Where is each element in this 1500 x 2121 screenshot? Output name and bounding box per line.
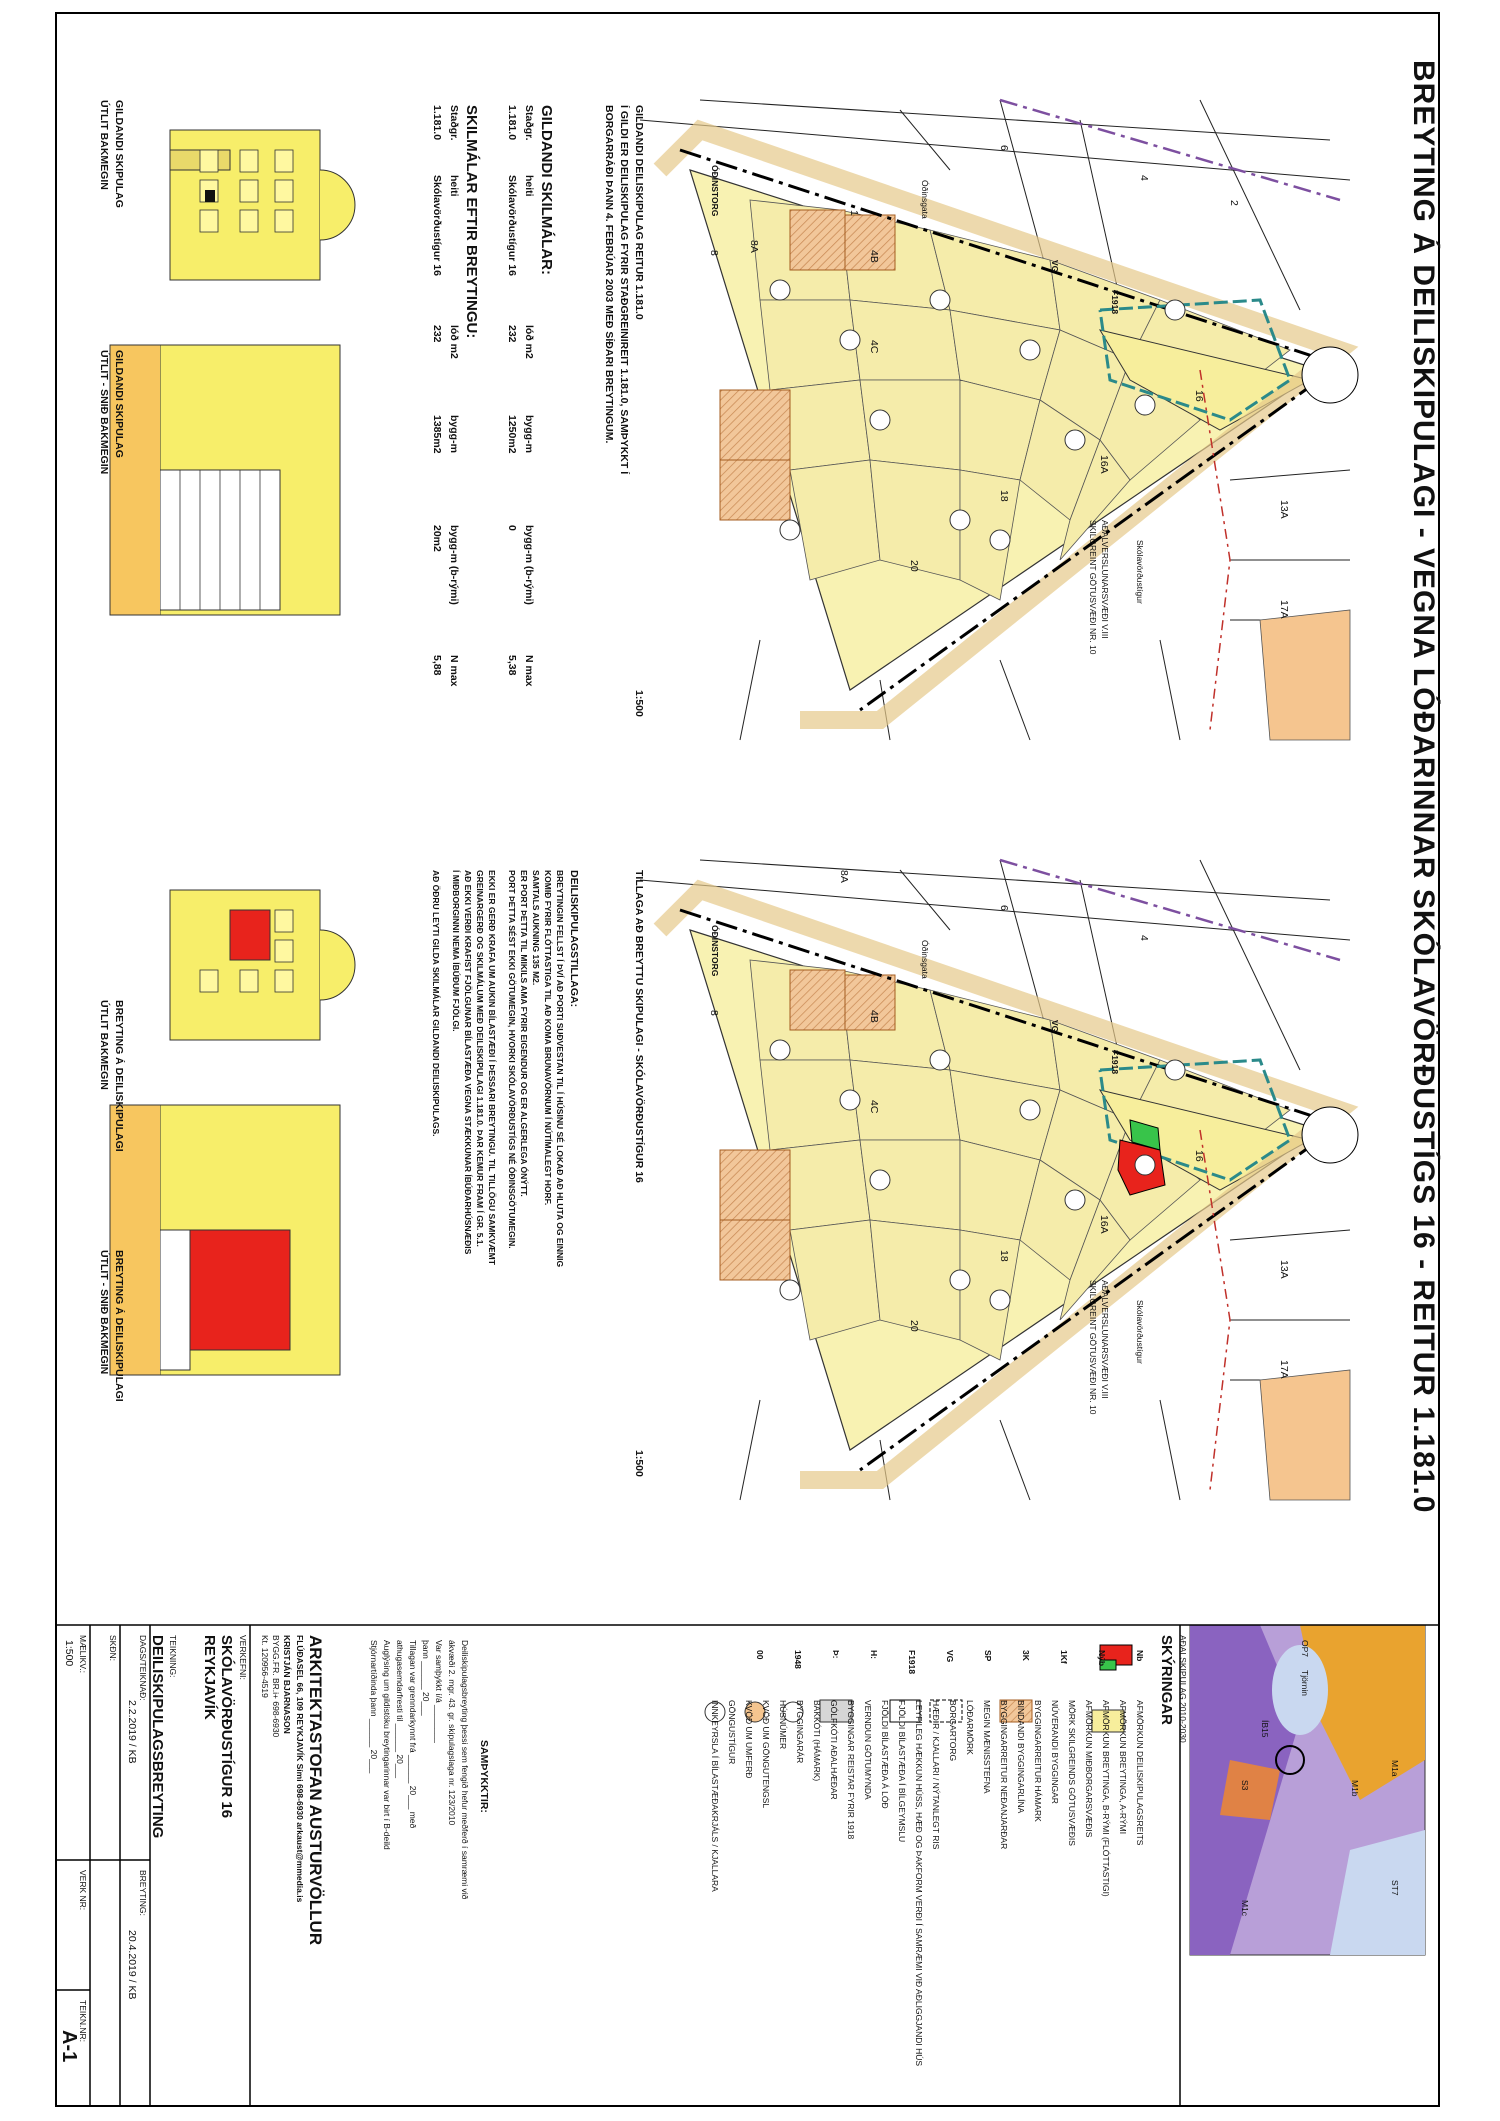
cell-byggm: 1385m2 (431, 415, 443, 454)
revision-label: BREYTING: (138, 1870, 148, 1916)
new-terms-header-row (448, 105, 460, 715)
elevation-current-back (170, 130, 355, 280)
legend-item: MEGIN MÆNISSTEFNA (982, 1700, 992, 1794)
page-title: BREYTING Á DEILISKIPULAGI - VEGNA LÓÐARINNAR SKÓLAVÖRÐUSTÍGS 16 - REITUR 1.181.0 (1407, 60, 1440, 1514)
project-name: SKÓLAVÖRÐUSTÍGUR 16 (218, 1635, 235, 1819)
inset-label: M1b (1350, 1780, 1360, 1797)
cell-stadgr: 1.181.0 (431, 105, 443, 141)
dated-value: 2.2.2019 / KB (126, 1700, 138, 1764)
approval-line: Stjórnartíðinda þann ______ 20___ (369, 1640, 379, 1774)
proposal-line: BREYTINGIN FELLST Í ÞVÍ AÐ PORTI SUÐVESTAN TIL Í HÚSINU SÉ LOKAÐ AÐ HLUTA OG EINNIG (555, 870, 565, 1268)
proposal-line: SAMTALS AUKNING 135 M2. (531, 870, 541, 986)
legend-symbol: VG (945, 1650, 955, 1663)
legend-symbol: 3K (1021, 1650, 1031, 1661)
label-gotusvaedi-proposed: SKILGREINT GÖTUSVÆÐI NR. 10 (1088, 1280, 1098, 1415)
current-terms-heading: GILDANDI SKILMÁLAR: (538, 105, 555, 275)
label-lot-6: 6 (998, 145, 1010, 151)
approval-line: Tillagan var grenndarkynnt frá ______ 20___ með (408, 1640, 418, 1829)
label-lot-4: 4 (1138, 175, 1150, 181)
elevation-caption: ÚTLIT BAKMEGIN (98, 1000, 110, 1090)
firm-name: ARKITEKTASTOFAN AUSTURVÖLLUR (306, 1635, 325, 1946)
label-lot-17a: 17A (1278, 600, 1290, 619)
legend-item: BORGARTORG (948, 1700, 958, 1762)
label-odinsgata: Óðinsgata (920, 180, 930, 219)
label-lot-1: 1 (848, 210, 860, 216)
label-lot-17a-proposed: 17A (1278, 1360, 1290, 1379)
elevation-caption: BREYTING Á DEILISKIPULAGI (113, 1000, 125, 1152)
label-odinsgata-proposed: Óðinsgata (920, 940, 930, 979)
legend-symbol: 1948 (793, 1650, 803, 1669)
current-plan-map (640, 100, 1360, 740)
elevation-caption: ÚTLIT - SNIÐ BAKMEGIN (98, 350, 110, 475)
sign-label: SKÐN: (108, 1635, 118, 1661)
proposal-line: Í MIÐBORGINNI NEMA ÍBÚÐUM FJÖLGI. (451, 870, 461, 1032)
inset-lake: Tjörnin (1300, 1670, 1310, 1696)
legend-item: AFMÖRKUN BREYTINGA, A-RÝMI (1118, 1700, 1128, 1835)
col-lod: lóð m2 (448, 325, 460, 359)
label-lot-13a: 13A (1278, 500, 1290, 519)
legend-symbol: 1Kf (1059, 1650, 1069, 1664)
legend-item: NÚVERANDI BYGGINGAR (1050, 1700, 1060, 1804)
drawing-label: TEIKNING: (168, 1635, 178, 1678)
legend-item: BYGGINGAR REISTAR FYRIR 1918 (846, 1700, 856, 1840)
elevation-caption: BREYTING Á DEILISKIPULAGI (113, 1250, 125, 1402)
label-gotusvaedi: SKILGREINT GÖTUSVÆÐI NR. 10 (1088, 520, 1098, 655)
sheet-number: A-1 (58, 2030, 80, 2063)
col-brymi: bygg-m (b-rými) (448, 525, 460, 605)
inset-label: ST7 (1390, 1880, 1400, 1896)
legend-item: BINDANDI BYGGINGARLÍNA (1016, 1700, 1026, 1814)
label-lot-16a: 16A (1098, 455, 1110, 474)
new-terms-row (431, 105, 443, 715)
proposal-line: GREINARGERÐ OG SKILMÁLUM MEÐ DEILISKIPULAGI 1.181.0. ÞAR KEMUR FRAM Í GR. 5.1. (475, 870, 485, 1247)
inset-label: S3 (1240, 1780, 1250, 1791)
col-nmax: N max (448, 655, 460, 687)
cell-lod: 232 (431, 325, 443, 343)
cell-brymi: 20m2 (431, 525, 443, 552)
legend-item: FJÖLDI BÍLASTÆÐA Á LÓÐ (880, 1700, 890, 1809)
legend-item: LÓÐARMÖRK (965, 1700, 975, 1755)
col-stadgr: Staðgr. (448, 105, 460, 141)
sheet-no-label: TEIKN.NR: (78, 2000, 88, 2043)
architect-line2: BYGG.FR. BR.i+ 698-6930 (271, 1635, 281, 1738)
label-lot-4b-proposed: 4B (868, 1010, 880, 1023)
label-odinstorg: ÓÐINSTORG (710, 165, 720, 217)
proposed-plan-map (640, 860, 1360, 1500)
revision-value: 20.4.2019 / KB (126, 1930, 138, 2000)
label-adalverslun: AÐALVERSLUNARSVÆÐI V.III (1100, 520, 1110, 639)
inset-label: ÍB15 (1260, 1720, 1270, 1738)
col-brymi: bygg-m (b-rými) (523, 525, 535, 605)
drawing-name: DEILISKIPULAGSBREYTING (149, 1635, 166, 1839)
legend-item: AFMÖRKUN MIÐBORGARSVÆÐIS (1084, 1700, 1094, 1838)
legend-item: GÓLFKÓTI AÐALHÆÐAR (829, 1700, 839, 1800)
proposed-plan-scale: 1:500 (633, 1450, 645, 1477)
current-terms-header-row (523, 105, 535, 715)
legend-item: MÖRK SKILGREINDS GÖTUSVÆÐIS (1067, 1700, 1077, 1846)
approval-line: ákvæði 2. mgr. 43. gr. skipulagslaga nr. 123/2010 (447, 1640, 457, 1826)
proposal-line: KOMIÐ FYRIR FLÓTTASTIGA TIL AÐ KOMA BRUNAVÖRNUM Í NÚTÍMALEGT HORF. (543, 870, 553, 1206)
label-lot-2: 2 (1228, 200, 1240, 206)
cell-nmax: 5,38 (506, 655, 518, 676)
current-plan-heading: GILDANDI DEILISKIPULAG REITUR 1.181.0 (633, 105, 645, 320)
legend-symbol: 00 (755, 1650, 765, 1660)
inset-label: M1c (1240, 1900, 1250, 1917)
col-stadgr: Staðgr. (523, 105, 535, 141)
approval-line: Var samþykkt í/á ________ (434, 1640, 444, 1743)
col-lod: lóð m2 (523, 325, 535, 359)
label-vg-proposed: VG (1050, 1020, 1060, 1033)
approval-line: Deiliskipulagsbreyting þessi sem fengið hefur meðferð í samræmi við (460, 1640, 470, 1900)
label-lot-4b: 4B (868, 250, 880, 263)
architect-line3: Kt. 120956-4519 (260, 1635, 270, 1698)
label-vg: VG (1050, 260, 1060, 273)
scale-label: MÆLIKV.: (78, 1635, 88, 1673)
legend-symbol: Nýb (1097, 1650, 1107, 1667)
proposal-line: ER PORT ÞETTA TIL MIKILS AMA FYRIR EIGENDUR OG ER ALGERLEGA ÓNÝTT. (519, 870, 529, 1197)
cell-heiti: Skólavörðustígur 16 (431, 175, 443, 276)
legend-item: HÚSNÚMER (778, 1700, 788, 1750)
label-odinstorg-proposed: ÓÐINSTORG (710, 925, 720, 977)
elevation-current-section (110, 345, 340, 615)
cell-stadgr: 1.181.0 (506, 105, 518, 141)
label-lot-16-proposed: 16 (1193, 1150, 1205, 1162)
legend-item: BAKKÓTI (HÁMARK) (812, 1700, 822, 1782)
legend-symbol: H: (869, 1650, 879, 1659)
proposal-line: AÐ EKKI VERÐI KRAFIST FJÖLGUNAR BÍLASTÆÐA VEGNA STÆKKUNAR ÍBÚÐARHÚSNÆÐIS (463, 870, 473, 1255)
cell-nmax: 5,88 (431, 655, 443, 676)
label-lot-4-proposed: 4 (1138, 935, 1150, 941)
elevation-caption: GILDANDI SKIPULAG (113, 100, 125, 208)
firm-address: FLÚÐASEL 66, 109 REYKJAVÍK Sími 698-6930 arkaust@mmedia.is (295, 1635, 305, 1903)
col-byggm: bygg-m (523, 415, 535, 453)
cell-brymi: 0 (506, 525, 518, 531)
new-terms-heading: SKILMÁLAR EFTIR BREYTINGU: (463, 105, 480, 339)
proposal-heading: DEILISKIPULAGSTILLAGA: (568, 870, 580, 1008)
legend-item: FJÖLDI BÍLASTÆÐA Í BÍLGEYMSLU (897, 1700, 907, 1843)
dated-label: DAGS/TEIKNAÐ: (138, 1635, 148, 1701)
cell-byggm: 1250m2 (506, 415, 518, 454)
legend-item: KVÖÐ UM UMFERÐ (744, 1700, 754, 1779)
label-f1918: F1918 (1110, 290, 1120, 315)
project-no-label: VERK NR: (78, 1870, 88, 1911)
legend-item: BYGGINGARÁR (795, 1700, 805, 1764)
legend-symbol: Þ: (831, 1650, 841, 1659)
label-lot-13a-proposed: 13A (1278, 1260, 1290, 1279)
project-city: REYKJAVÍK (201, 1635, 218, 1720)
inset-label: OP7 (1300, 1640, 1310, 1658)
legend-item: AFMÖRKUN BREYTINGA, B-RÝMI (FLÓTTASTIGI) (1101, 1700, 1111, 1897)
proposal-line: PORT ÞETTA SÉST EKKI GÖTUMEGIN, HVORKI SKÓLAVÖRÐUSTÍGS NÉ ÓÐINSGÖTUMEGIN. (507, 870, 517, 1249)
elevation-caption: ÚTLIT BAKMEGIN (98, 100, 110, 190)
legend-item: VERNDUN GÖTUMYNDA (863, 1700, 873, 1800)
approvals-heading: SAMÞYKKTIR: (478, 1740, 490, 1813)
label-lot-8: 8 (708, 250, 720, 256)
scale-value: 1:500 (63, 1640, 75, 1667)
current-plan-heading2: Í GILDI ER DEILISKIPULAG FYRIR STAÐGREINIREIT 1.181.0, SAMÞYKKT Í (618, 105, 630, 475)
current-plan-heading3: BORGARRÁÐI ÞANN 4. FEBRÚAR 2003 MEÐ SÍÐARI BREYTINGUM. (603, 105, 615, 444)
label-lot-18-proposed: 18 (998, 1250, 1010, 1262)
col-byggm: bygg-m (448, 415, 460, 453)
legend-symbol: Nb (1135, 1650, 1145, 1662)
approval-line: athugasemdarfresti til ______ 20___ (395, 1640, 405, 1778)
label-lot-8-proposed: 8 (708, 1010, 720, 1016)
legend-item: AFMÖRKUN DEILISKIPULAGSREITS (1135, 1700, 1145, 1846)
col-heiti: heiti (523, 175, 535, 197)
legend-item: LEYFILEG HÆKKUN HÚSS, HÆÐ OG ÞAKFORM VERÐI Í SAMRÆMI VIÐ AÐLIGGJANDI HÚS (914, 1700, 924, 2067)
approval-line: Auglýsing um gildistöku breytingarinnar var birt í B-deild (382, 1640, 392, 1850)
elevation-proposed-section (110, 1105, 340, 1375)
legend-item: INNKEYRSLA Í BÍLASTÆÐAKRJÁLS / KJALLARA (710, 1700, 720, 1892)
label-lot-20: 20 (908, 560, 920, 572)
inset-label: M1a (1390, 1760, 1400, 1777)
label-lot-20-proposed: 20 (908, 1320, 920, 1332)
label-lot-16: 16 (1193, 390, 1205, 402)
label-lot-8a-proposed: 8A (838, 870, 850, 883)
col-nmax: N max (523, 655, 535, 687)
legend-heading: SKÝRINGAR (1158, 1635, 1175, 1726)
label-skolavordustigur: Skólavörðustígur (1135, 540, 1145, 604)
col-heiti: heiti (448, 175, 460, 197)
label-lot-4c-proposed: 4C (868, 1100, 880, 1114)
approval-line: þann ______ 20___ (421, 1640, 431, 1716)
proposal-closing: AÐ ÖÐRU LEYTI GILDA SKILMÁLAR GILDANDI DEILISKIPULAGS. (431, 870, 441, 1137)
elevation-caption: GILDANDI SKIPULAG (113, 350, 125, 458)
elevation-caption: ÚTLIT - SNIÐ BAKMEGIN (98, 1250, 110, 1375)
architect-name: KRISTJÁN BJARNASON (282, 1635, 292, 1734)
elevation-proposed-back (170, 890, 355, 1040)
label-lot-6-proposed: 6 (998, 905, 1010, 911)
legend-symbol: F1918 (907, 1650, 917, 1675)
label-lot-4c: 4C (868, 340, 880, 354)
legend-item: KVÖÐ UM GÖNGUTENGSL (761, 1700, 771, 1809)
inset-caption: AÐALSKIPULAG 2010-2030 (1178, 1635, 1188, 1743)
cell-heiti: Skólavörðustígur 16 (506, 175, 518, 276)
current-plan-scale: 1:500 (633, 690, 645, 717)
label-f1918-proposed: F1918 (1110, 1050, 1120, 1075)
project-label: VERKEFNI: (238, 1635, 248, 1680)
legend-item: GÖNGUSTÍGUR (727, 1700, 737, 1765)
legend-item: BYGGINGARREITUR HÁMARK (1033, 1700, 1043, 1822)
label-lot-18: 18 (998, 490, 1010, 502)
label-lot-16a-proposed: 16A (1098, 1215, 1110, 1234)
legend-item: HÆÐIR / KJALLARI / NÝTANLEGT RIS (931, 1700, 941, 1850)
current-terms-row (506, 105, 518, 715)
proposal-line: EKKI ER GERÐ KRAFA UM AUKIN BÍLASTÆÐI Í ÞESSARI BREYTINGU. TIL TILLÖGU SAMKVÆMT (487, 870, 497, 1265)
label-skolavordustigur-proposed: Skólavörðustígur (1135, 1300, 1145, 1364)
legend-item: BYGGINGARREITUR NEÐANJARÐAR (999, 1700, 1009, 1850)
legend-symbol: SP (983, 1650, 993, 1662)
label-lot-8a: 8A (748, 240, 760, 253)
label-adalverslun-proposed: AÐALVERSLUNARSVÆÐI V.III (1100, 1280, 1110, 1399)
cell-lod: 232 (506, 325, 518, 343)
proposed-plan-heading: TILLAGA AÐ BREYTTU SKIPULAGI - SKÓLAVÖRÐUSTÍGUR 16 (633, 870, 645, 1183)
